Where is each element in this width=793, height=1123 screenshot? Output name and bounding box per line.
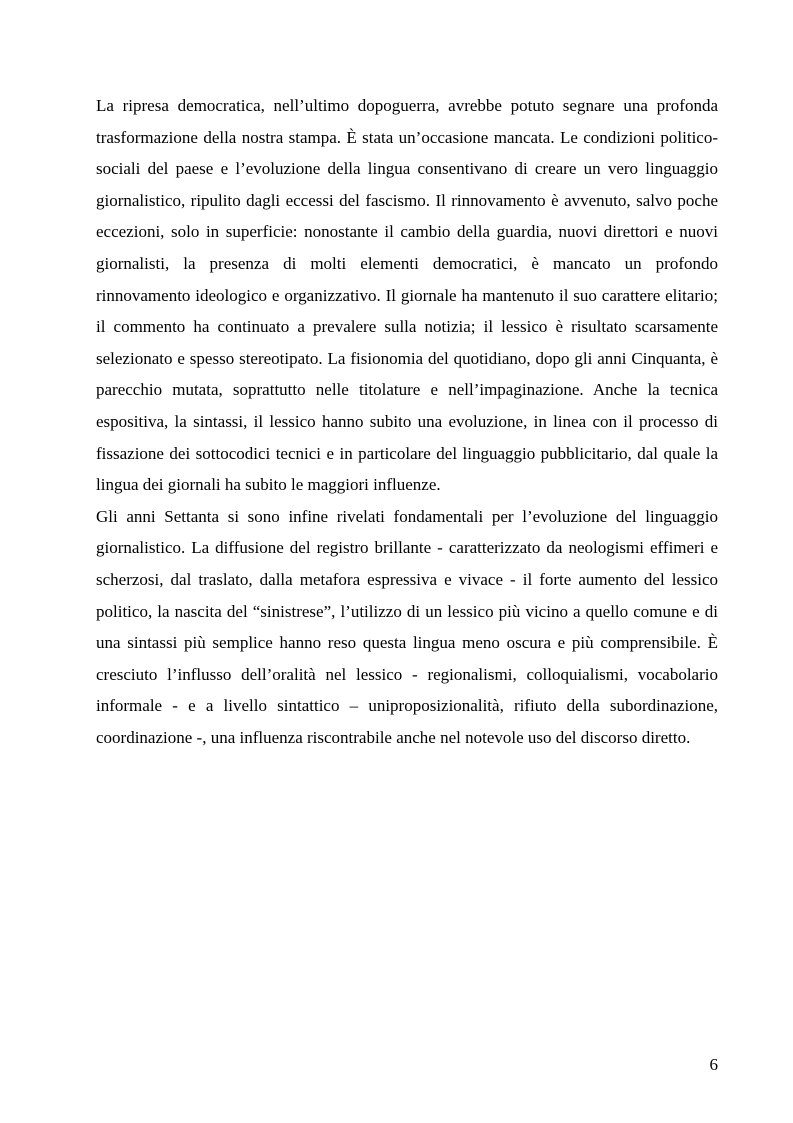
paragraph-2: Gli anni Settanta si sono infine rivelati fondamentali per l’evoluzione del linguaggio giornalistico. La diffusione del registro brillante - caratterizzato da neologismi effimeri e scherzosi, dal traslato, dalla metafora espressiva e vivace - il forte aumento del lessico politico, la nascita del “sinistrese”, l’utilizzo di un lessico più vicino a quello comune e di una sintassi più semplice hanno reso questa lingua meno oscura e più comprensibile. È cresciuto l’influsso dell’oralità nel lessico - regionalismi, colloquialismi, vocabolario informale - e a livello sintattico – uniproposizionalità, rifiuto della subordinazione, coordinazione -, una influenza riscontrabile anche nel notevole uso del discorso diretto.	[96, 506, 718, 747]
paragraph-1: La ripresa democratica, nell’ultimo dopoguerra, avrebbe potuto segnare una profonda trasformazione della nostra stampa. È stata un’occasione mancata. Le condizioni politico-sociali del paese e l’evoluzione della lingua consentivano di creare un vero linguaggio giornalistico, ripulito dagli eccessi del fascismo. Il rinnovamento è avvenuto, salvo poche eccezioni, solo in superficie: nonostante il cambio della guardia, nuovi direttori e nuovi giornalisti, la presenza di molti elementi democratici, è mancato un profondo rinnovamento ideologico e organizzativo. Il giornale ha mantenuto il suo carattere elitario; il commento ha continuato a prevalere sulla notizia; il lessico è risultato scarsamente selezionato e spesso stereotipato. La fisionomia del quotidiano, dopo gli anni Cinquanta, è parecchio mutata, soprattutto nelle titolature e nell’impaginazione. Anche la tecnica espositiva, la sintassi, il lessico hanno subito una evoluzione, in linea con il processo di fissazione dei sottocodici tecnici e in particolare del linguaggio pubblicitario, dal quale la lingua dei giornali ha subito le maggiori influenze.	[96, 96, 718, 495]
body-text	[96, 90, 718, 753]
page-number: 6	[709, 1055, 718, 1074]
